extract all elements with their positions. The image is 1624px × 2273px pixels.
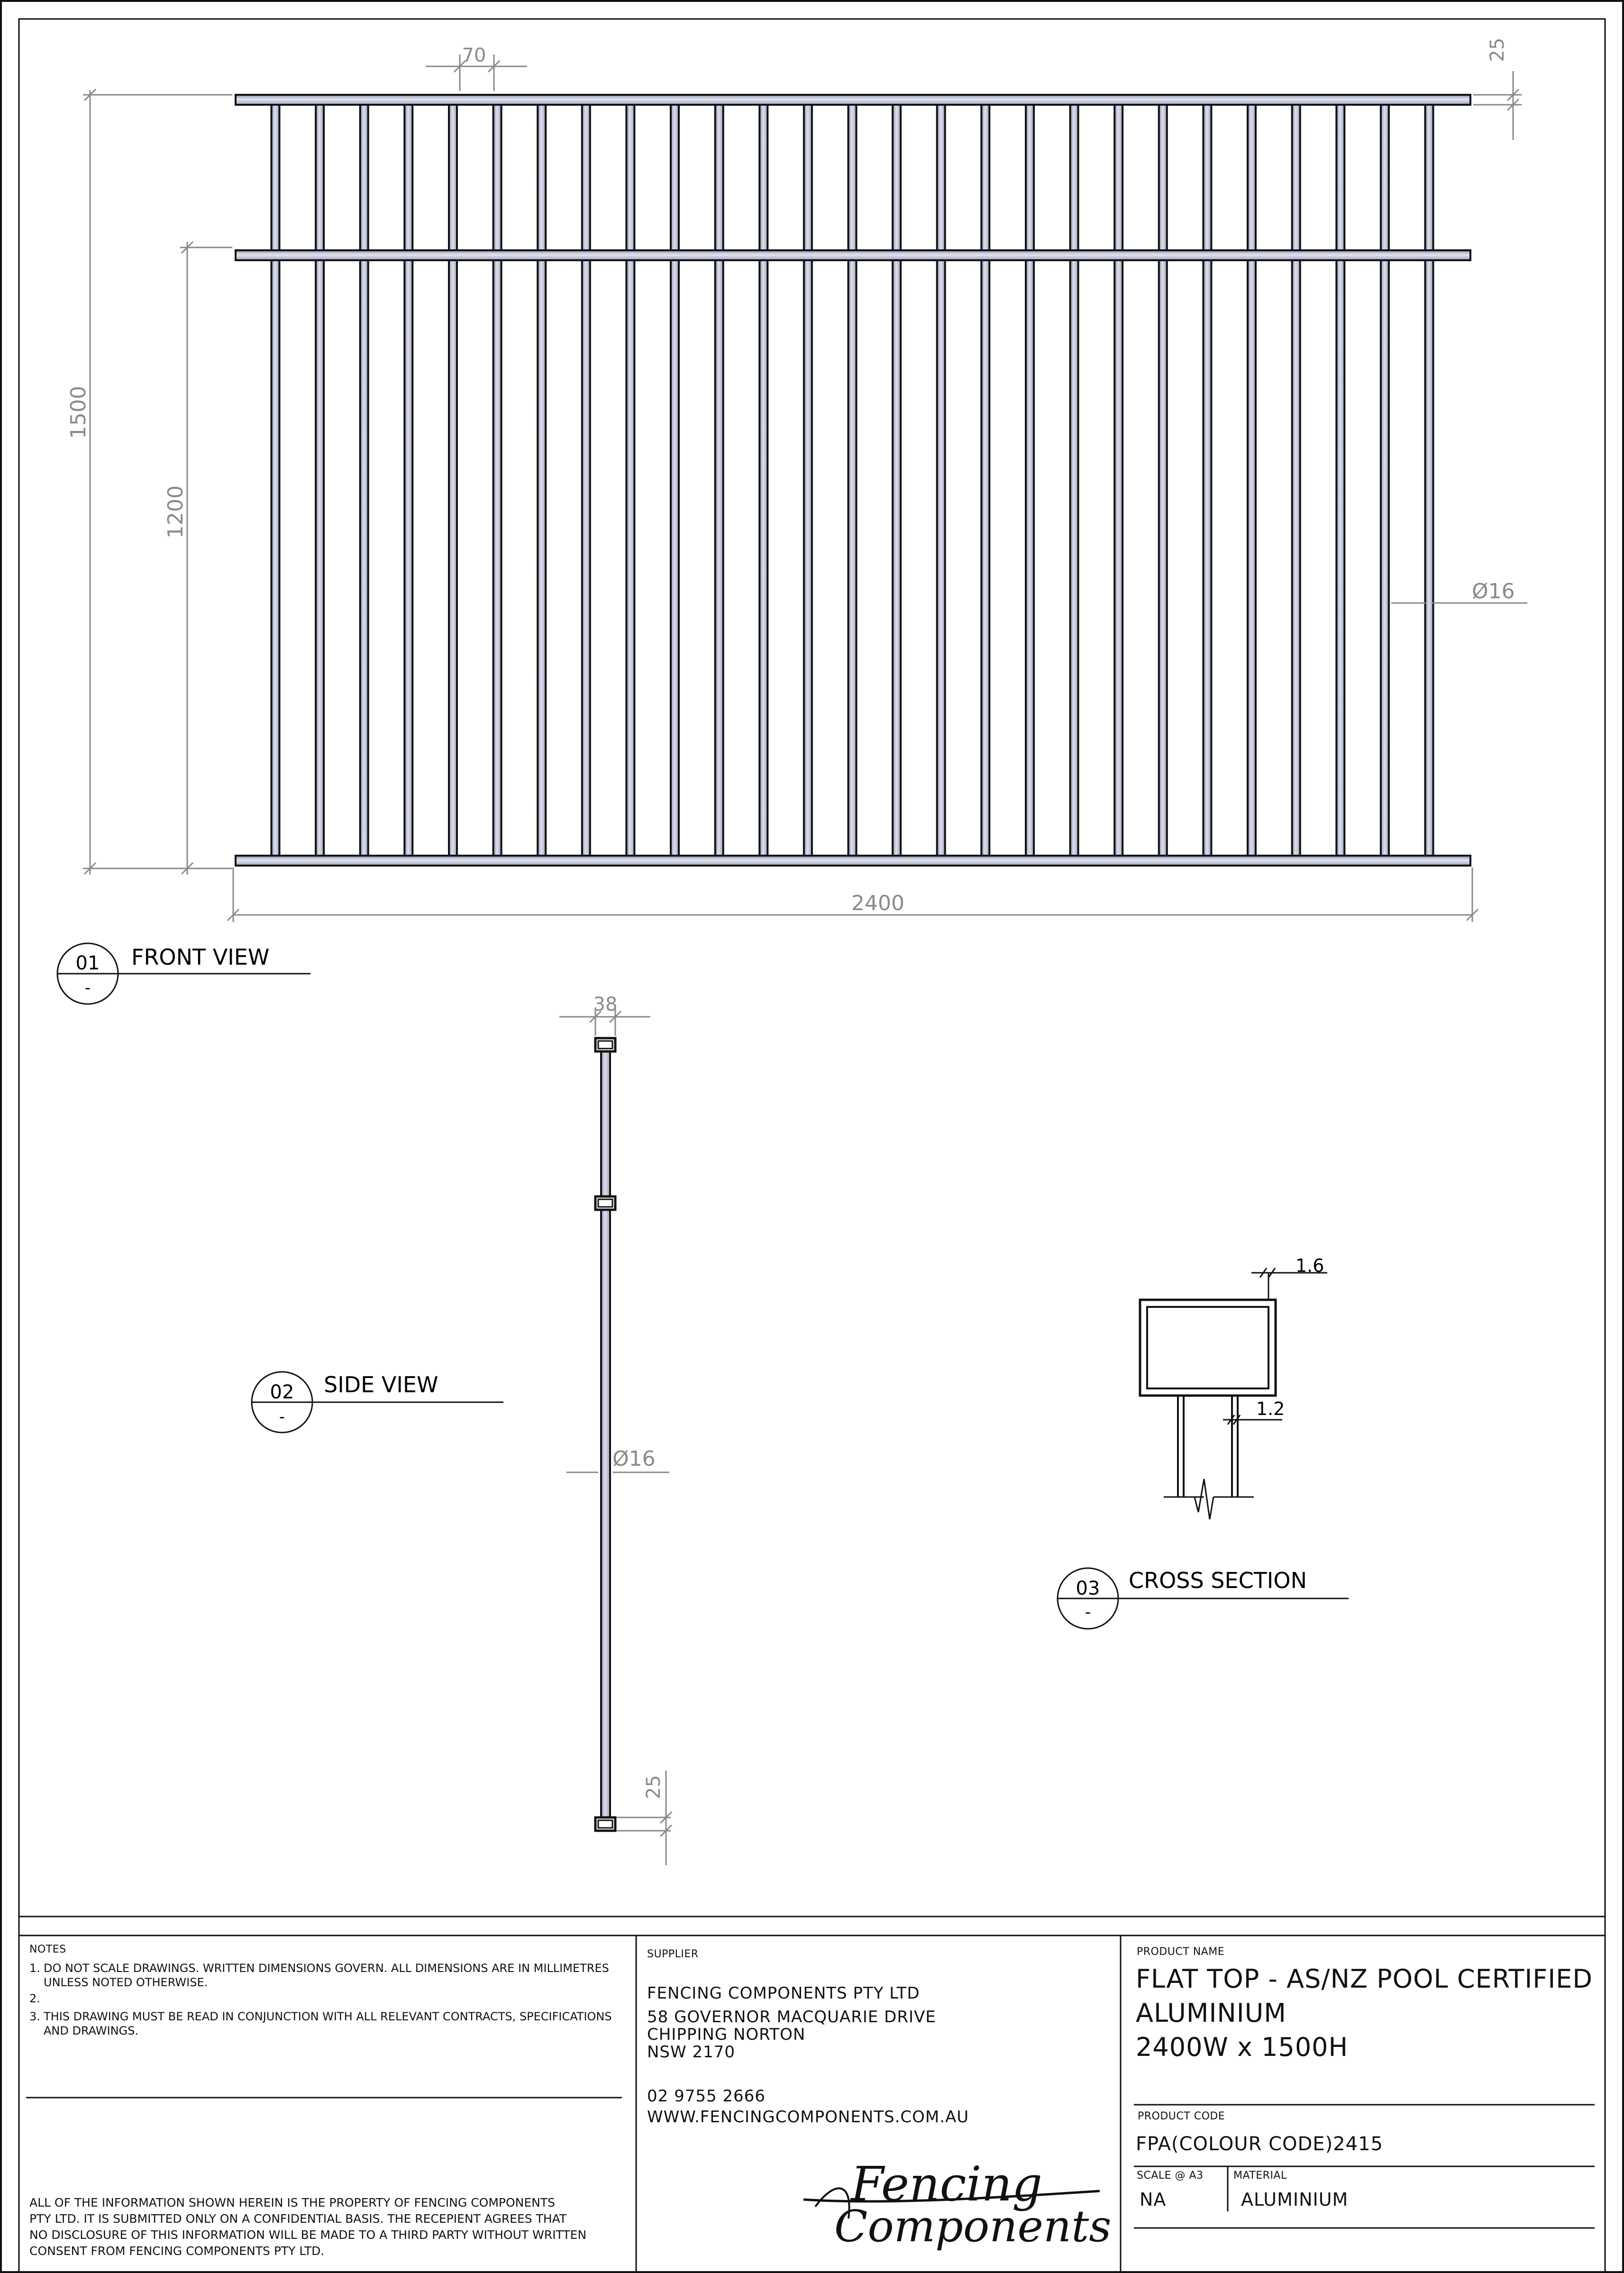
product-code: FPA(COLOUR CODE)2415 — [1136, 2133, 1383, 2155]
side-view-number: 02 — [270, 1381, 294, 1403]
supplier-address-1: 58 GOVERNOR MACQUARIE DRIVE — [647, 2008, 936, 2027]
picket — [671, 100, 679, 860]
cross-section-ref: - — [1085, 1603, 1091, 1622]
note-2-number: 2. — [29, 1992, 40, 2005]
top-offset-dimension — [1473, 71, 1522, 140]
product-code-label: PRODUCT CODE — [1138, 2110, 1225, 2122]
cross-section — [1058, 1255, 1349, 1629]
side-view-title — [252, 1372, 503, 1433]
rail-wall-dimension-label: 1.6 — [1296, 1255, 1324, 1276]
picket — [493, 100, 502, 860]
width-dimension-label: 2400 — [851, 891, 904, 915]
disclaimer-line-3: NO DISCLOSURE OF THIS INFORMATION WILL BE MADE TO A THIRD PARTY WITHOUT WRITTEN — [29, 2228, 587, 2242]
picket — [804, 100, 812, 860]
note-1-number: 1. — [29, 1962, 40, 1975]
picket — [404, 100, 412, 860]
rail-spacing-dimension-label: 1200 — [164, 485, 188, 539]
material-value: ALUMINIUM — [1241, 2189, 1349, 2210]
picket — [1425, 100, 1433, 860]
picket-wall-dimension-label: 1.2 — [1256, 1398, 1285, 1419]
cross-section-label: CROSS SECTION — [1129, 1568, 1307, 1593]
picket — [360, 100, 368, 860]
mid-rail — [236, 250, 1470, 260]
product-name-label: PRODUCT NAME — [1137, 1946, 1225, 1958]
picket — [1248, 100, 1256, 860]
picket — [937, 100, 945, 860]
front-view-label: FRONT VIEW — [131, 944, 270, 970]
rail-section-outer — [1140, 1300, 1276, 1396]
picket — [626, 100, 634, 860]
picket-gap-dimension-label: 70 — [462, 45, 486, 66]
side-picket-diameter-dimension-label: Ø16 — [612, 1447, 656, 1471]
cross-section-title — [1058, 1568, 1349, 1629]
picket-section — [1164, 1396, 1254, 1519]
picket — [272, 100, 280, 860]
picket — [1026, 100, 1034, 860]
rail-width-dimension-label: 38 — [593, 994, 618, 1015]
product-name-line-3: 2400W x 1500H — [1136, 2032, 1349, 2062]
picket — [1070, 100, 1078, 860]
note-3-line-1: THIS DRAWING MUST BE READ IN CONJUNCTION WITH ALL RELEVANT CONTRACTS, SPECIFICATIONS — [44, 2010, 612, 2023]
rail-spacing-dimension — [180, 242, 232, 875]
logo-text-bottom: Components — [834, 2201, 1112, 2252]
picket — [582, 100, 590, 860]
picket — [715, 100, 723, 860]
side-view — [252, 994, 672, 1865]
note-3-line-2: AND DRAWINGS. — [44, 2024, 138, 2037]
picket — [759, 100, 767, 860]
picket — [1381, 100, 1389, 860]
bottom-rail — [236, 856, 1470, 866]
note-3-number: 3. — [29, 2010, 40, 2023]
rail-section-inner — [1147, 1307, 1268, 1388]
supplier-address-3: NSW 2170 — [647, 2043, 735, 2062]
picket — [893, 100, 901, 860]
logo-text-top: Fencing — [851, 2156, 1042, 2212]
supplier-logo — [803, 2156, 1111, 2252]
front-view-title — [57, 943, 310, 1004]
supplier-phone: 02 9755 2666 — [647, 2087, 766, 2106]
picket — [1203, 100, 1211, 860]
picket — [1336, 100, 1344, 860]
product-name-line-2: ALUMINIUM — [1136, 1998, 1286, 2028]
cross-section-number: 03 — [1076, 1578, 1100, 1599]
supplier-website[interactable]: WWW.FENCINGCOMPONENTS.COM.AU — [647, 2108, 969, 2127]
picket — [449, 100, 457, 860]
supplier-name: FENCING COMPONENTS PTY LTD — [647, 1984, 920, 2003]
disclaimer-line-4: CONSENT FROM FENCING COMPONENTS PTY LTD. — [29, 2244, 325, 2258]
front-view-number: 01 — [75, 952, 100, 974]
side-view-label: SIDE VIEW — [324, 1372, 438, 1397]
material-label: MATERIAL — [1233, 2170, 1287, 2182]
height-dimension — [83, 89, 232, 875]
picket — [981, 100, 989, 860]
note-1-line-1: DO NOT SCALE DRAWINGS. WRITTEN DIMENSIONS GOVERN. ALL DIMENSIONS ARE IN MILLIMETRES — [44, 1962, 609, 1975]
disclaimer-line-1: ALL OF THE INFORMATION SHOWN HEREIN IS THE PROPERTY OF FENCING COMPONENTS — [29, 2196, 555, 2209]
picket — [1292, 100, 1300, 860]
product-name-line-1: FLAT TOP - AS/NZ POOL CERTIFIED — [1136, 1964, 1593, 1994]
scale-label: SCALE @ A3 — [1137, 2170, 1204, 2182]
picket — [848, 100, 857, 860]
scale-value: NA — [1140, 2189, 1167, 2210]
front-view-ref: - — [84, 978, 91, 997]
front-view — [57, 38, 1527, 1004]
bottom-offset-dimension-label: 25 — [643, 1775, 665, 1799]
picket — [538, 100, 546, 860]
note-1-line-2: UNLESS NOTED OTHERWISE. — [44, 1976, 208, 1989]
supplier-label: SUPPLIER — [647, 1948, 699, 1960]
top-rail — [236, 95, 1470, 105]
supplier-address-2: CHIPPING NORTON — [647, 2025, 806, 2044]
disclaimer-line-2: PTY LTD. IT IS SUBMITTED ONLY ON A CONFIDENTIAL BASIS. THE RECEPIENT AGREES THAT — [29, 2212, 567, 2226]
picket — [316, 100, 324, 860]
height-dimension-label: 1500 — [66, 386, 91, 439]
side-view-ref: - — [279, 1407, 285, 1426]
picket — [1114, 100, 1122, 860]
notes-heading: NOTES — [29, 1944, 66, 1955]
top-offset-dimension-label: 25 — [1487, 37, 1508, 62]
side-picket — [601, 1050, 610, 1829]
picket-diameter-dimension-label: Ø16 — [1472, 579, 1515, 603]
picket — [1159, 100, 1167, 860]
